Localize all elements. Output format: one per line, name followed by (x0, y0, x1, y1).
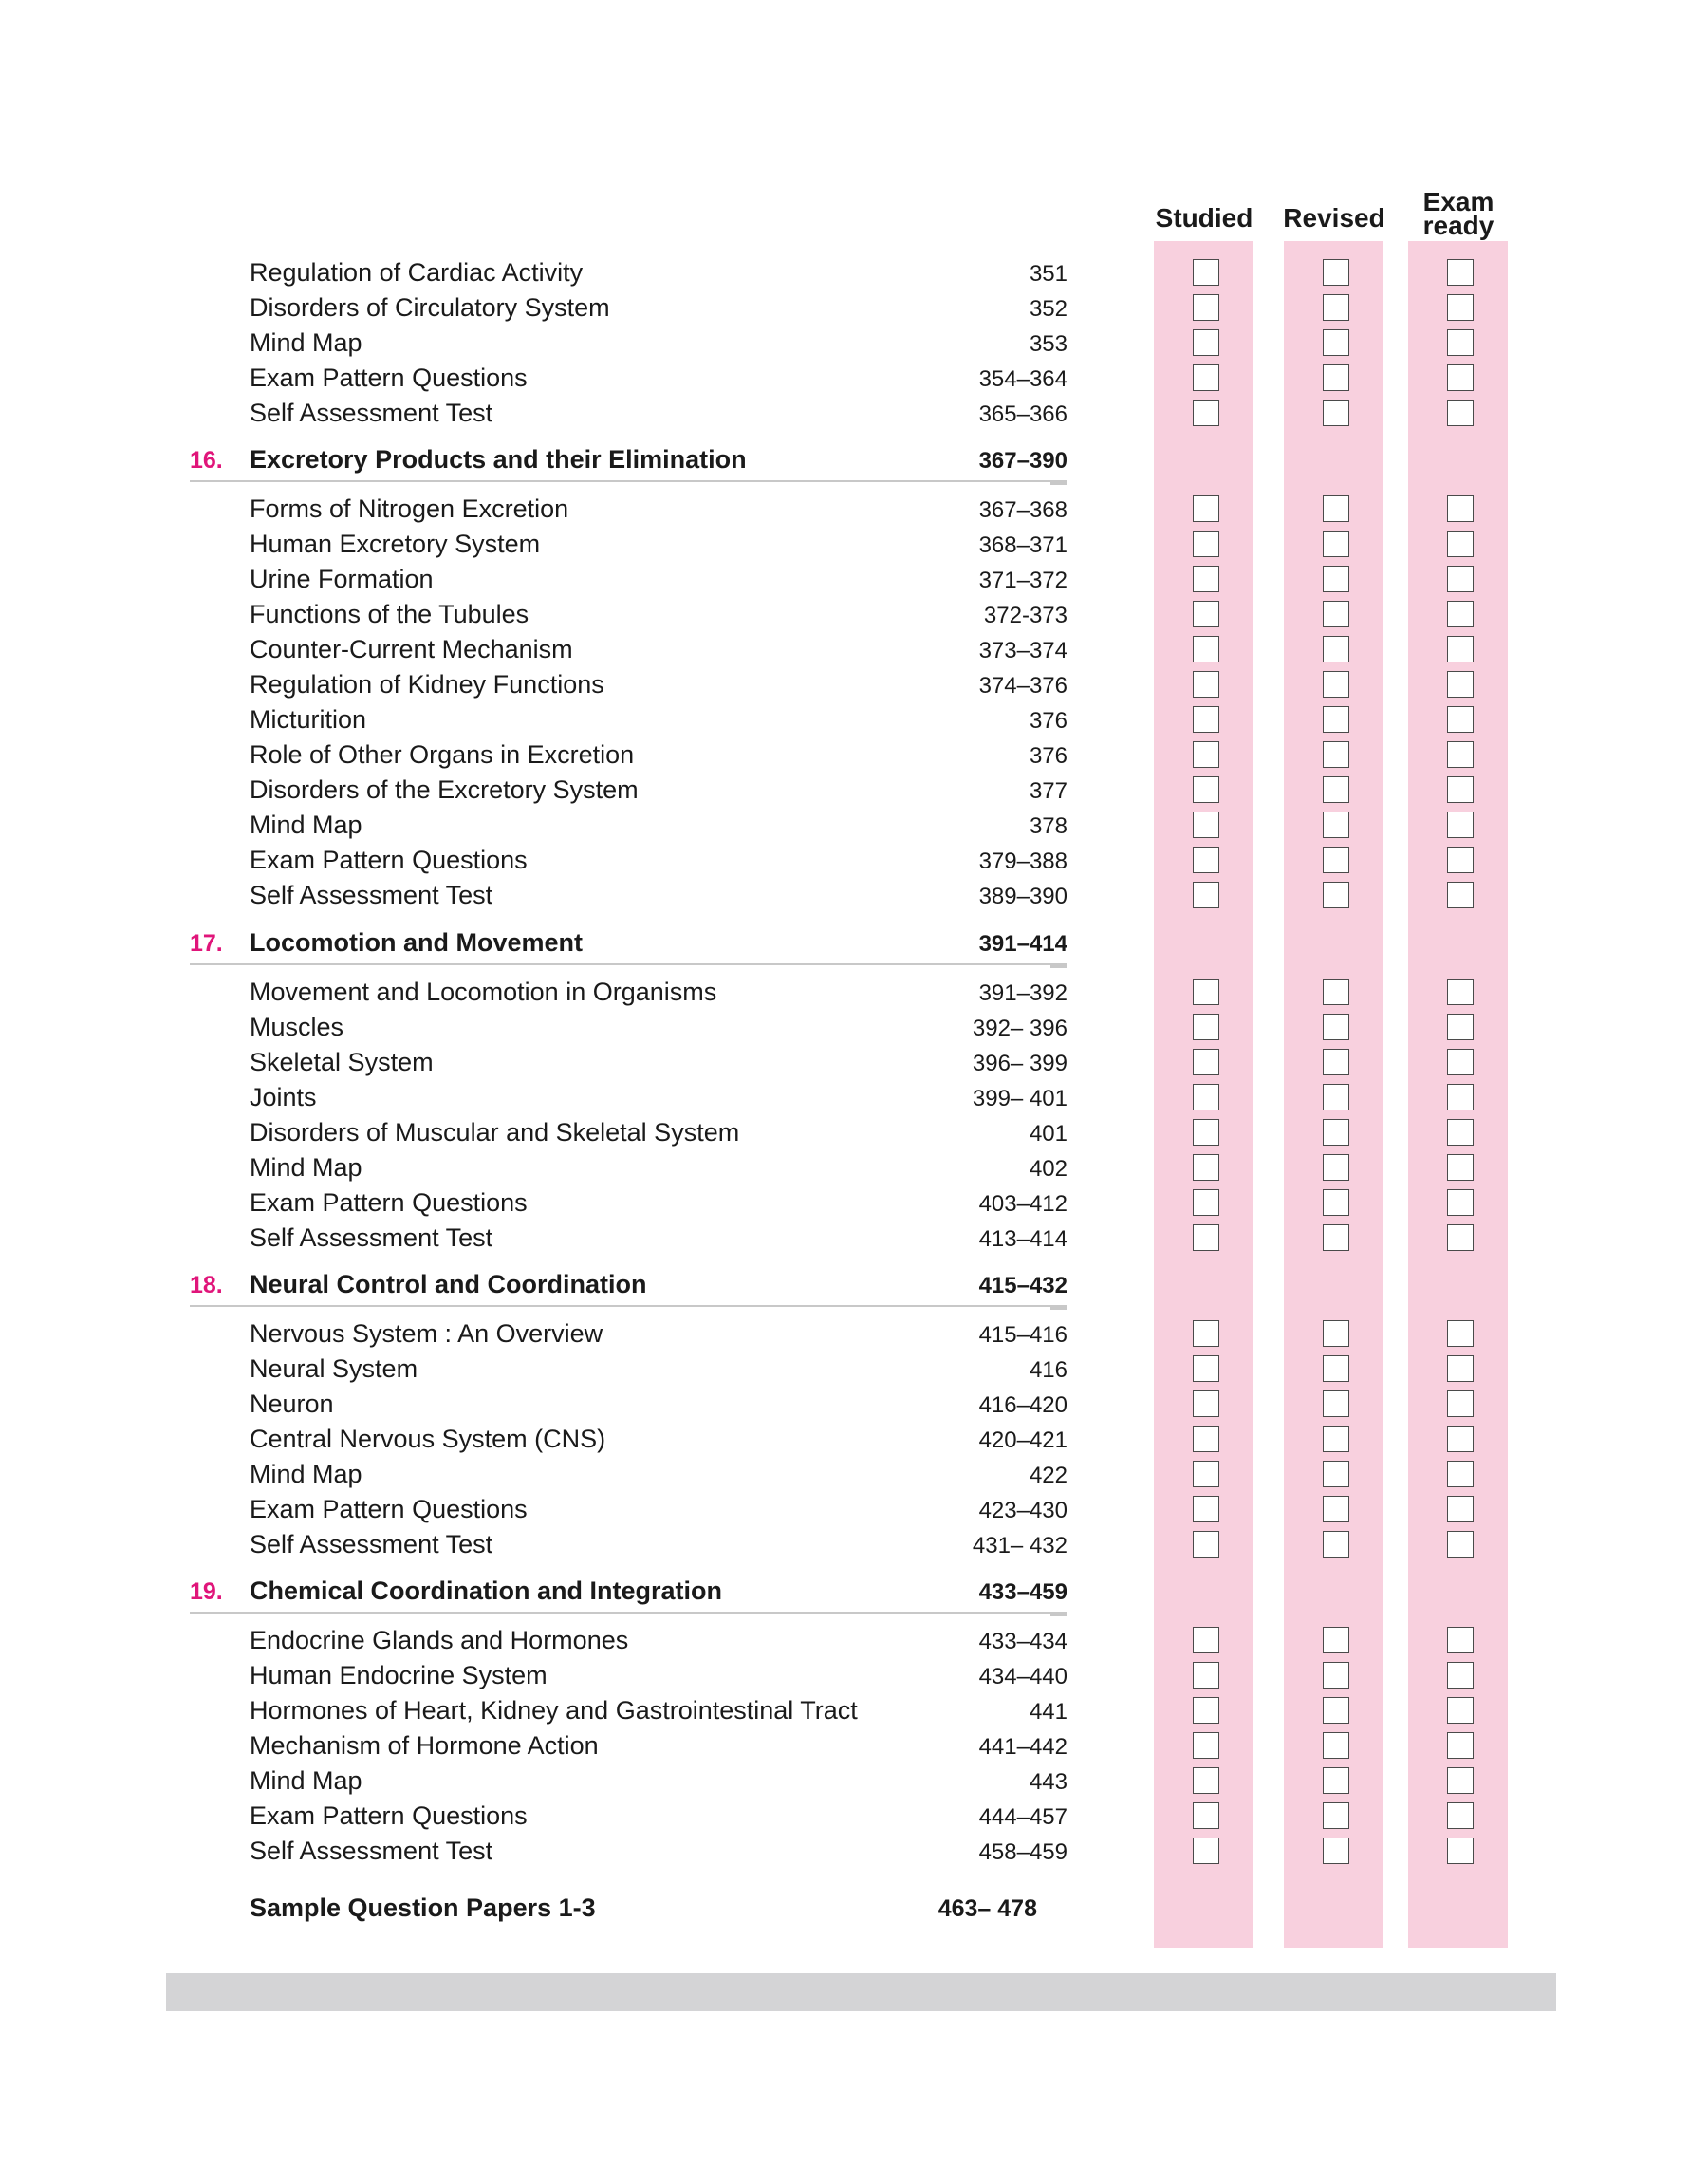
toc-item (250, 563, 1068, 598)
studied-checkbox[interactable] (1193, 1697, 1219, 1724)
toc-item-pages: 352 (1029, 296, 1068, 322)
toc-item-title: Disorders of Circulatory System (250, 293, 610, 322)
toc-item-title: Disorders of Muscular and Skeletal System (250, 1118, 740, 1147)
exam-ready-checkbox[interactable] (1447, 601, 1474, 627)
toc-item-title: Hormones of Heart, Kidney and Gastrointestinal Tract (250, 1696, 858, 1725)
toc-item-title: Mechanism of Hormone Action (250, 1731, 599, 1760)
sample-question-papers-row (250, 1889, 1037, 1927)
revised-checkbox[interactable] (1323, 1426, 1349, 1452)
toc-item-title: Mind Map (250, 1460, 362, 1488)
studied-checkbox[interactable] (1193, 636, 1219, 662)
studied-checkbox[interactable] (1193, 495, 1219, 522)
exam-ready-checkbox[interactable] (1447, 847, 1474, 873)
exam-ready-checkbox[interactable] (1447, 566, 1474, 592)
toc-item-pages: 431– 432 (972, 1533, 1068, 1558)
toc-item-pages: 373–374 (978, 638, 1068, 663)
exam-ready-checkbox[interactable] (1447, 364, 1474, 391)
exam-ready-checkbox[interactable] (1447, 1697, 1474, 1724)
toc-item-title: Micturition (250, 705, 367, 734)
exam-ready-checkbox[interactable] (1447, 1461, 1474, 1487)
toc-item (250, 1729, 1068, 1764)
toc-item-pages: 403–412 (978, 1191, 1068, 1217)
toc-item-pages: 415–416 (978, 1322, 1068, 1348)
toc-item-title: Exam Pattern Questions (250, 1188, 528, 1217)
exam-ready-checkbox[interactable] (1447, 1662, 1474, 1689)
toc-item (250, 703, 1068, 738)
toc-item-pages: 433–434 (978, 1629, 1068, 1654)
revised-checkbox[interactable] (1323, 294, 1349, 321)
revised-checkbox[interactable] (1323, 531, 1349, 557)
studied-checkbox[interactable] (1193, 1496, 1219, 1522)
toc-item-pages: 402 (1029, 1156, 1068, 1182)
exam-ready-checkbox[interactable] (1447, 1802, 1474, 1829)
chapter-number: 17. (190, 930, 223, 957)
exam-ready-checkbox[interactable] (1447, 400, 1474, 426)
revised-checkbox[interactable] (1323, 495, 1349, 522)
revised-checkbox[interactable] (1323, 1049, 1349, 1075)
toc-item (250, 1011, 1068, 1046)
toc-item-pages: 401 (1029, 1121, 1068, 1147)
revised-checkbox[interactable] (1323, 566, 1349, 592)
exam-ready-checkbox[interactable] (1447, 706, 1474, 733)
exam-ready-checkbox[interactable] (1447, 1426, 1474, 1452)
toc-item-pages: 354–364 (978, 366, 1068, 392)
chapter-heading (190, 1577, 1068, 1614)
toc-item (250, 1151, 1068, 1186)
chapter-heading (190, 445, 1068, 482)
revised-checkbox[interactable] (1323, 706, 1349, 733)
toc-item (250, 1116, 1068, 1151)
studied-checkbox[interactable] (1193, 741, 1219, 768)
chapter-rule-tick (1050, 1614, 1068, 1616)
toc-item-title: Nervous System : An Overview (250, 1319, 603, 1348)
toc-item-title: Role of Other Organs in Excretion (250, 740, 635, 769)
toc-item (250, 1458, 1068, 1493)
studied-checkbox[interactable] (1193, 1732, 1219, 1759)
revised-checkbox[interactable] (1323, 671, 1349, 698)
toc-item-title: Urine Formation (250, 565, 434, 593)
sample-papers-pages: 463– 478 (938, 1895, 1037, 1922)
exam-ready-checkbox[interactable] (1447, 1496, 1474, 1522)
studied-checkbox[interactable] (1193, 847, 1219, 873)
exam-ready-checkbox[interactable] (1447, 259, 1474, 286)
chapter-title: Excretory Products and their Elimination (250, 445, 747, 474)
revised-checkbox[interactable] (1323, 1189, 1349, 1216)
column-header-studied: Studied (1155, 203, 1253, 233)
toc-item-pages: 376 (1029, 743, 1068, 769)
toc-item (250, 976, 1068, 1011)
toc-item (250, 256, 1068, 291)
revised-checkbox[interactable] (1323, 1496, 1349, 1522)
chapter-rule-tick (1050, 1307, 1068, 1310)
toc-item-title: Joints (250, 1083, 317, 1111)
revised-checkbox[interactable] (1323, 1390, 1349, 1417)
column-header-revised: Revised (1283, 203, 1385, 233)
toc-item-title: Mind Map (250, 1766, 362, 1795)
toc-item-pages: 399– 401 (972, 1086, 1068, 1111)
chapter-pages: 367–390 (978, 448, 1068, 474)
toc-item-pages: 420–421 (978, 1427, 1068, 1453)
toc-item-pages: 416 (1029, 1357, 1068, 1383)
chapter-number: 18. (190, 1272, 223, 1298)
revised-checkbox[interactable] (1323, 259, 1349, 286)
toc-item (250, 1835, 1068, 1870)
exam-ready-checkbox[interactable] (1447, 776, 1474, 803)
revised-checkbox[interactable] (1323, 1320, 1349, 1347)
studied-checkbox[interactable] (1193, 1320, 1219, 1347)
toc-item-pages: 443 (1029, 1769, 1068, 1795)
studied-checkbox[interactable] (1193, 1390, 1219, 1417)
toc-item (250, 1222, 1068, 1257)
toc-item (250, 1800, 1068, 1835)
toc-item (250, 1353, 1068, 1388)
toc-item (250, 668, 1068, 703)
toc-item (250, 633, 1068, 668)
exam-ready-checkbox[interactable] (1447, 329, 1474, 356)
chapter-title: Locomotion and Movement (250, 928, 583, 957)
toc-item (250, 493, 1068, 528)
toc-item-title: Mind Map (250, 328, 362, 357)
toc-item-pages: 444–457 (978, 1804, 1068, 1830)
exam-ready-checkbox[interactable] (1447, 1224, 1474, 1251)
toc-item (250, 1186, 1068, 1222)
studied-checkbox[interactable] (1193, 1014, 1219, 1040)
studied-checkbox[interactable] (1193, 1802, 1219, 1829)
toc-item (250, 1624, 1068, 1659)
studied-checkbox[interactable] (1193, 776, 1219, 803)
toc-item-title: Exam Pattern Questions (250, 1495, 528, 1523)
studied-checkbox[interactable] (1193, 1049, 1219, 1075)
toc-item-pages: 353 (1029, 331, 1068, 357)
studied-checkbox[interactable] (1193, 364, 1219, 391)
toc-item-pages: 389–390 (978, 884, 1068, 909)
toc-item-pages: 374–376 (978, 673, 1068, 699)
toc-item-title: Exam Pattern Questions (250, 364, 528, 392)
toc-item (250, 1423, 1068, 1458)
exam-ready-checkbox[interactable] (1447, 1838, 1474, 1864)
toc-item (250, 1528, 1068, 1563)
studied-checkbox[interactable] (1193, 1189, 1219, 1216)
toc-item (250, 774, 1068, 809)
exam-ready-checkbox[interactable] (1447, 1320, 1474, 1347)
studied-checkbox[interactable] (1193, 1355, 1219, 1382)
toc-item (250, 1317, 1068, 1353)
revised-checkbox[interactable] (1323, 1697, 1349, 1724)
exam-ready-checkbox[interactable] (1447, 495, 1474, 522)
exam-ready-checkbox[interactable] (1447, 1767, 1474, 1794)
studied-checkbox[interactable] (1193, 1662, 1219, 1689)
revised-checkbox[interactable] (1323, 1154, 1349, 1181)
studied-checkbox[interactable] (1193, 1224, 1219, 1251)
toc-item (250, 1694, 1068, 1729)
toc-item (250, 327, 1068, 362)
chapter-pages: 391–414 (978, 931, 1068, 957)
toc-item-pages: 377 (1029, 778, 1068, 804)
toc-item (250, 1493, 1068, 1528)
toc-item-pages: 378 (1029, 813, 1068, 839)
studied-checkbox[interactable] (1193, 601, 1219, 627)
toc-item (250, 879, 1068, 914)
toc-item-title: Self Assessment Test (250, 881, 493, 909)
studied-checkbox[interactable] (1193, 979, 1219, 1005)
revised-checkbox[interactable] (1323, 1767, 1349, 1794)
studied-checkbox[interactable] (1193, 1084, 1219, 1110)
toc-item-title: Counter-Current Mechanism (250, 635, 573, 663)
chapter-title: Neural Control and Coordination (250, 1270, 647, 1298)
toc-item-title: Self Assessment Test (250, 1837, 493, 1865)
chapter-pages: 415–432 (978, 1273, 1068, 1298)
revised-checkbox[interactable] (1323, 1802, 1349, 1829)
toc-item-pages: 391–392 (978, 980, 1068, 1006)
toc-item-title: Functions of the Tubules (250, 600, 529, 628)
toc-item (250, 1388, 1068, 1423)
toc-item-title: Mind Map (250, 811, 362, 839)
toc-item-title: Neuron (250, 1390, 334, 1418)
toc-item-title: Muscles (250, 1013, 344, 1041)
toc-item (250, 738, 1068, 774)
toc-item-pages: 441–442 (978, 1734, 1068, 1760)
exam-ready-checkbox[interactable] (1447, 1732, 1474, 1759)
studied-checkbox[interactable] (1193, 1767, 1219, 1794)
revised-checkbox[interactable] (1323, 847, 1349, 873)
toc-item-pages: 376 (1029, 708, 1068, 734)
toc-item-title: Self Assessment Test (250, 1223, 493, 1252)
chapter-pages: 433–459 (978, 1579, 1068, 1605)
exam-ready-checkbox[interactable] (1447, 812, 1474, 838)
toc-item-title: Endocrine Glands and Hormones (250, 1626, 629, 1654)
toc-item-title: Disorders of the Excretory System (250, 775, 639, 804)
exam-ready-checkbox[interactable] (1447, 671, 1474, 698)
studied-checkbox[interactable] (1193, 329, 1219, 356)
revised-checkbox[interactable] (1323, 1838, 1349, 1864)
exam-ready-checkbox[interactable] (1447, 1014, 1474, 1040)
exam-ready-checkbox[interactable] (1447, 882, 1474, 908)
revised-checkbox[interactable] (1323, 400, 1349, 426)
exam-ready-checkbox[interactable] (1447, 294, 1474, 321)
chapter-number: 19. (190, 1578, 223, 1605)
revised-checkbox[interactable] (1323, 776, 1349, 803)
revised-checkbox[interactable] (1323, 979, 1349, 1005)
exam-ready-checkbox[interactable] (1447, 1189, 1474, 1216)
revised-checkbox[interactable] (1323, 1224, 1349, 1251)
toc-item-title: Regulation of Cardiac Activity (250, 258, 584, 287)
toc-item-title: Exam Pattern Questions (250, 1801, 528, 1830)
toc-item-pages: 396– 399 (972, 1051, 1068, 1076)
revised-checkbox[interactable] (1323, 1662, 1349, 1689)
chapter-number: 16. (190, 447, 223, 474)
revised-checkbox[interactable] (1323, 364, 1349, 391)
revised-checkbox[interactable] (1323, 1084, 1349, 1110)
revised-checkbox[interactable] (1323, 812, 1349, 838)
toc-item-pages: 365–366 (978, 401, 1068, 427)
toc-item-pages: 379–388 (978, 849, 1068, 874)
toc-item-pages: 413–414 (978, 1226, 1068, 1252)
exam-ready-checkbox[interactable] (1447, 636, 1474, 662)
revised-checkbox[interactable] (1323, 741, 1349, 768)
exam-ready-checkbox[interactable] (1447, 1627, 1474, 1653)
toc-item-title: Skeletal System (250, 1048, 434, 1076)
toc-item (250, 809, 1068, 844)
studied-checkbox[interactable] (1193, 706, 1219, 733)
studied-checkbox[interactable] (1193, 882, 1219, 908)
studied-checkbox[interactable] (1193, 294, 1219, 321)
exam-ready-checkbox[interactable] (1447, 1049, 1474, 1075)
toc-item-pages: 372-373 (983, 603, 1068, 628)
toc-item-pages: 367–368 (978, 497, 1068, 523)
revised-checkbox[interactable] (1323, 1119, 1349, 1146)
toc-item-pages: 441 (1029, 1699, 1068, 1725)
studied-checkbox[interactable] (1193, 812, 1219, 838)
toc-item-title: Movement and Locomotion in Organisms (250, 978, 717, 1006)
studied-checkbox[interactable] (1193, 531, 1219, 557)
revised-checkbox[interactable] (1323, 1627, 1349, 1653)
toc-item-title: Forms of Nitrogen Excretion (250, 494, 569, 523)
exam-ready-checkbox[interactable] (1447, 1355, 1474, 1382)
studied-checkbox[interactable] (1193, 566, 1219, 592)
toc-item-title: Self Assessment Test (250, 399, 493, 427)
exam-ready-checkbox[interactable] (1447, 741, 1474, 768)
toc-item-pages: 416–420 (978, 1392, 1068, 1418)
studied-checkbox[interactable] (1193, 1531, 1219, 1558)
chapter-title: Chemical Coordination and Integration (250, 1577, 723, 1605)
exam-ready-checkbox[interactable] (1447, 1154, 1474, 1181)
revised-checkbox[interactable] (1323, 1732, 1349, 1759)
toc-item-title: Mind Map (250, 1153, 362, 1182)
toc-item-pages: 458–459 (978, 1839, 1068, 1865)
toc-item (250, 291, 1068, 327)
exam-ready-checkbox[interactable] (1447, 531, 1474, 557)
toc-item (250, 362, 1068, 397)
toc-item (250, 1081, 1068, 1116)
toc-item-pages: 371–372 (978, 568, 1068, 593)
toc-item-pages: 368–371 (978, 532, 1068, 558)
toc-item (250, 598, 1068, 633)
toc-item (250, 844, 1068, 879)
exam-ready-checkbox[interactable] (1447, 979, 1474, 1005)
exam-ready-checkbox[interactable] (1447, 1390, 1474, 1417)
studied-checkbox[interactable] (1193, 259, 1219, 286)
studied-checkbox[interactable] (1193, 1119, 1219, 1146)
studied-checkbox[interactable] (1193, 1627, 1219, 1653)
studied-checkbox[interactable] (1193, 1154, 1219, 1181)
toc-item-title: Regulation of Kidney Functions (250, 670, 604, 699)
revised-checkbox[interactable] (1323, 1355, 1349, 1382)
toc-item-title: Self Assessment Test (250, 1530, 493, 1558)
sample-papers-title: Sample Question Papers 1-3 (250, 1894, 596, 1922)
revised-checkbox[interactable] (1323, 601, 1349, 627)
toc-item (250, 528, 1068, 563)
revised-checkbox[interactable] (1323, 1531, 1349, 1558)
chapter-heading (190, 1270, 1068, 1307)
exam-ready-checkbox[interactable] (1447, 1084, 1474, 1110)
toc-item-title: Neural System (250, 1354, 418, 1383)
revised-checkbox[interactable] (1323, 1461, 1349, 1487)
exam-ready-checkbox[interactable] (1447, 1119, 1474, 1146)
toc-item (250, 1046, 1068, 1081)
studied-checkbox[interactable] (1193, 400, 1219, 426)
studied-checkbox[interactable] (1193, 1426, 1219, 1452)
studied-checkbox[interactable] (1193, 1461, 1219, 1487)
revised-checkbox[interactable] (1323, 1014, 1349, 1040)
toc-item (250, 1659, 1068, 1694)
toc-item (250, 1764, 1068, 1800)
revised-checkbox[interactable] (1323, 636, 1349, 662)
toc-item-pages: 423–430 (978, 1498, 1068, 1523)
column-header-exam-ready: Exam ready (1422, 187, 1494, 240)
revised-checkbox[interactable] (1323, 329, 1349, 356)
toc-item-pages: 434–440 (978, 1664, 1068, 1689)
exam-ready-checkbox[interactable] (1447, 1531, 1474, 1558)
chapter-heading (190, 928, 1068, 965)
toc-item (250, 397, 1068, 432)
studied-checkbox[interactable] (1193, 1838, 1219, 1864)
chapter-rule-tick (1050, 965, 1068, 968)
studied-checkbox[interactable] (1193, 671, 1219, 698)
toc-item-pages: 351 (1029, 261, 1068, 287)
chapter-rule-tick (1050, 482, 1068, 485)
footer-bar (166, 1973, 1556, 2011)
toc-item-pages: 392– 396 (972, 1016, 1068, 1041)
toc-item-title: Human Excretory System (250, 530, 541, 558)
toc-item-pages: 422 (1029, 1463, 1068, 1488)
toc-item-title: Exam Pattern Questions (250, 846, 528, 874)
toc-item-title: Human Endocrine System (250, 1661, 548, 1689)
revised-checkbox[interactable] (1323, 882, 1349, 908)
toc-item-title: Central Nervous System (CNS) (250, 1425, 606, 1453)
